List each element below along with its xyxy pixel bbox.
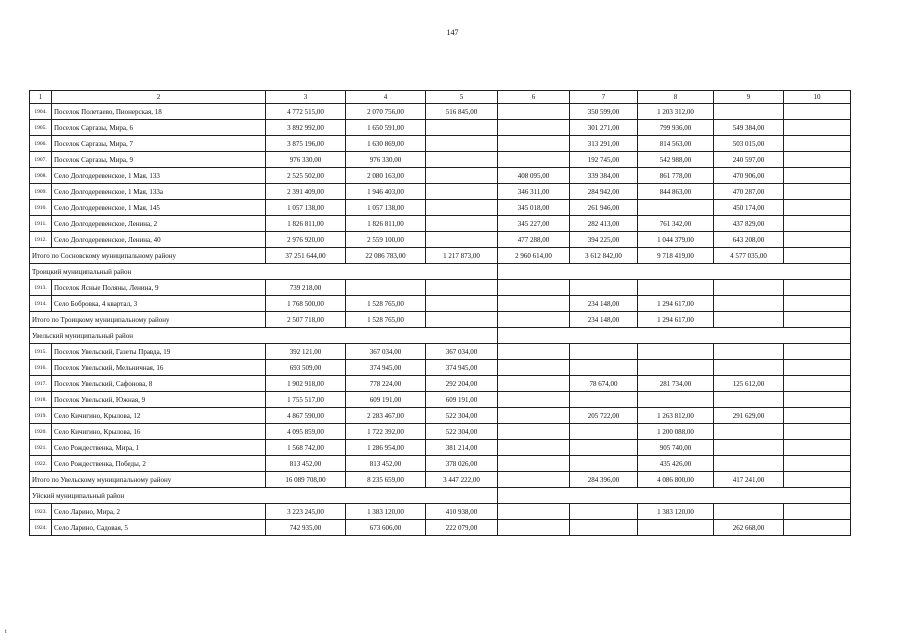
value-cell xyxy=(570,504,638,520)
total-value-cell xyxy=(498,472,570,488)
value-cell: 292 204,00 xyxy=(426,376,498,392)
total-value-cell xyxy=(426,312,498,328)
value-cell: 192 745,00 xyxy=(570,152,638,168)
value-cell: 410 938,00 xyxy=(426,504,498,520)
value-cell: 693 509,00 xyxy=(266,360,346,376)
total-value-cell: 2 960 614,00 xyxy=(498,248,570,264)
value-cell: 477 288,00 xyxy=(498,232,570,248)
section-title: Увельский муниципальный район xyxy=(30,328,498,344)
value-cell: 905 740,00 xyxy=(638,440,714,456)
value-cell xyxy=(784,392,851,408)
value-cell: 2 391 409,00 xyxy=(266,184,346,200)
value-cell: 1 630 869,00 xyxy=(346,136,426,152)
value-cell: 2 080 163,00 xyxy=(346,168,426,184)
value-cell xyxy=(498,504,570,520)
value-cell: 281 734,00 xyxy=(638,376,714,392)
value-cell xyxy=(498,152,570,168)
value-cell xyxy=(426,216,498,232)
row-number: 1913. xyxy=(30,280,52,296)
value-cell: 367 034,00 xyxy=(426,344,498,360)
value-cell: 976 330,00 xyxy=(266,152,346,168)
table-row xyxy=(30,520,851,536)
value-cell xyxy=(570,440,638,456)
value-cell: 470 287,00 xyxy=(714,184,784,200)
total-value-cell: 2 507 718,00 xyxy=(266,312,346,328)
table-row xyxy=(30,280,851,296)
value-cell xyxy=(426,200,498,216)
value-cell: 313 291,00 xyxy=(570,136,638,152)
value-cell: 437 829,00 xyxy=(714,216,784,232)
address-cell: Село Кичигино, Крылова, 16 xyxy=(52,424,266,440)
row-number: 1906. xyxy=(30,136,52,152)
value-cell xyxy=(498,440,570,456)
total-value-cell: 4 086 800,00 xyxy=(638,472,714,488)
value-cell xyxy=(714,280,784,296)
table-row xyxy=(30,200,851,216)
value-cell xyxy=(784,184,851,200)
row-number: 1916. xyxy=(30,360,52,376)
value-cell xyxy=(714,344,784,360)
value-cell: 761 342,00 xyxy=(638,216,714,232)
address-cell: Поселок Увельский, Сафонова, 8 xyxy=(52,376,266,392)
column-header: 5 xyxy=(426,91,498,104)
value-cell: 1 946 403,00 xyxy=(346,184,426,200)
value-cell xyxy=(426,152,498,168)
value-cell xyxy=(638,280,714,296)
total-value-cell: 417 241,00 xyxy=(714,472,784,488)
value-cell xyxy=(784,360,851,376)
value-cell: 522 304,00 xyxy=(426,424,498,440)
value-cell xyxy=(638,200,714,216)
value-cell xyxy=(784,424,851,440)
value-cell xyxy=(426,280,498,296)
value-cell xyxy=(638,344,714,360)
table-row xyxy=(30,136,851,152)
address-cell: Село Бобровка, 4 квартал, 3 xyxy=(52,296,266,312)
table-row xyxy=(30,440,851,456)
value-cell xyxy=(784,504,851,520)
value-cell xyxy=(638,360,714,376)
value-cell xyxy=(426,168,498,184)
total-value-cell xyxy=(784,312,851,328)
value-cell: 2 525 502,00 xyxy=(266,168,346,184)
value-cell xyxy=(784,152,851,168)
value-cell xyxy=(426,136,498,152)
value-cell: 1 755 517,00 xyxy=(266,392,346,408)
value-cell: 1 044 379,00 xyxy=(638,232,714,248)
value-cell xyxy=(784,104,851,120)
value-cell: 976 330,00 xyxy=(346,152,426,168)
column-header: 8 xyxy=(638,91,714,104)
section-empty-cell xyxy=(498,488,851,504)
value-cell: 346 311,00 xyxy=(498,184,570,200)
total-value-cell xyxy=(784,472,851,488)
value-cell: 1 826 811,00 xyxy=(266,216,346,232)
value-cell: 4 095 859,00 xyxy=(266,424,346,440)
address-cell: Село Долгодеревенское, Ленина, 2 xyxy=(52,216,266,232)
table-row xyxy=(30,232,851,248)
value-cell: 1 203 312,00 xyxy=(638,104,714,120)
value-cell xyxy=(714,424,784,440)
value-cell: 381 214,00 xyxy=(426,440,498,456)
value-cell: 378 026,00 xyxy=(426,456,498,472)
total-value-cell: 8 235 659,00 xyxy=(346,472,426,488)
column-header: 2 xyxy=(52,91,266,104)
section-header-row xyxy=(30,264,851,280)
total-label: Итого по Троицкому муниципальному району xyxy=(30,312,266,328)
value-cell xyxy=(570,456,638,472)
value-cell: 813 452,00 xyxy=(346,456,426,472)
value-cell xyxy=(498,424,570,440)
value-cell xyxy=(498,520,570,536)
address-cell: Село Долгодеревенское, 1 Мая, 133 xyxy=(52,168,266,184)
table-row xyxy=(30,152,851,168)
total-row xyxy=(30,248,851,264)
value-cell xyxy=(570,424,638,440)
total-value-cell xyxy=(784,248,851,264)
row-number: 1924. xyxy=(30,520,52,536)
value-cell xyxy=(498,136,570,152)
value-cell xyxy=(498,392,570,408)
value-cell: 470 906,00 xyxy=(714,168,784,184)
value-cell: 345 018,00 xyxy=(498,200,570,216)
value-cell xyxy=(784,456,851,472)
value-cell: 240 597,00 xyxy=(714,152,784,168)
value-cell xyxy=(570,360,638,376)
total-label: Итого по Сосновскому муниципальному району xyxy=(30,248,266,264)
table-row xyxy=(30,120,851,136)
value-cell xyxy=(498,360,570,376)
value-cell: 262 668,00 xyxy=(714,520,784,536)
table-row xyxy=(30,504,851,520)
value-cell xyxy=(426,232,498,248)
value-cell: 350 599,00 xyxy=(570,104,638,120)
value-cell: 1 528 765,00 xyxy=(346,296,426,312)
table-row xyxy=(30,216,851,232)
section-empty-cell xyxy=(498,264,851,280)
table-row xyxy=(30,456,851,472)
row-number: 1904. xyxy=(30,104,52,120)
value-cell xyxy=(426,184,498,200)
column-header: 1 xyxy=(30,91,52,104)
value-cell xyxy=(638,392,714,408)
value-cell: 392 121,00 xyxy=(266,344,346,360)
row-number: 1921. xyxy=(30,440,52,456)
table-row xyxy=(30,344,851,360)
total-value-cell: 284 396,00 xyxy=(570,472,638,488)
total-value-cell: 234 148,00 xyxy=(570,312,638,328)
section-header-row xyxy=(30,328,851,344)
value-cell xyxy=(784,216,851,232)
value-cell: 609 191,00 xyxy=(346,392,426,408)
value-cell: 234 148,00 xyxy=(570,296,638,312)
total-value-cell: 3 447 222,00 xyxy=(426,472,498,488)
row-number: 1908. xyxy=(30,168,52,184)
table-row xyxy=(30,168,851,184)
value-cell xyxy=(784,344,851,360)
address-cell: Поселок Увельский, Южная, 9 xyxy=(52,392,266,408)
total-label: Итого по Увельскому муниципальному району xyxy=(30,472,266,488)
value-cell xyxy=(498,104,570,120)
value-cell xyxy=(784,120,851,136)
address-cell: Поселок Саргазы, Мира, 6 xyxy=(52,120,266,136)
value-cell: 125 612,00 xyxy=(714,376,784,392)
total-value-cell: 1 528 765,00 xyxy=(346,312,426,328)
value-cell: 609 191,00 xyxy=(426,392,498,408)
header-row xyxy=(30,91,851,104)
column-header: 6 xyxy=(498,91,570,104)
value-cell: 1 057 138,00 xyxy=(266,200,346,216)
value-cell: 813 452,00 xyxy=(266,456,346,472)
value-cell xyxy=(498,296,570,312)
value-cell xyxy=(784,200,851,216)
value-cell: 2 559 100,00 xyxy=(346,232,426,248)
value-cell xyxy=(784,408,851,424)
column-header: 7 xyxy=(570,91,638,104)
total-value-cell xyxy=(714,312,784,328)
address-cell: Поселок Полетаево, Пионерская, 18 xyxy=(52,104,266,120)
value-cell: 282 413,00 xyxy=(570,216,638,232)
table-row xyxy=(30,424,851,440)
total-value-cell: 1 217 873,00 xyxy=(426,248,498,264)
row-number: 1914. xyxy=(30,296,52,312)
value-cell: 394 225,00 xyxy=(570,232,638,248)
value-cell: 1 383 120,00 xyxy=(346,504,426,520)
column-header: 3 xyxy=(266,91,346,104)
value-cell: 374 945,00 xyxy=(426,360,498,376)
row-number: 1911. xyxy=(30,216,52,232)
total-row xyxy=(30,312,851,328)
value-cell xyxy=(426,120,498,136)
column-header: 4 xyxy=(346,91,426,104)
address-cell: Село Долгодеревенское, 1 Мая, 145 xyxy=(52,200,266,216)
value-cell: 1 286 954,00 xyxy=(346,440,426,456)
section-title: Троицкий муниципальный район xyxy=(30,264,498,280)
value-cell: 516 845,00 xyxy=(426,104,498,120)
value-cell: 291 629,00 xyxy=(714,408,784,424)
value-cell xyxy=(498,344,570,360)
value-cell: 799 936,00 xyxy=(638,120,714,136)
value-cell xyxy=(498,280,570,296)
value-cell xyxy=(714,440,784,456)
value-cell: 301 271,00 xyxy=(570,120,638,136)
address-cell: Село Рождественка, Победы, 2 xyxy=(52,456,266,472)
value-cell xyxy=(784,520,851,536)
row-number: 1922. xyxy=(30,456,52,472)
value-cell xyxy=(784,168,851,184)
value-cell: 1 722 392,00 xyxy=(346,424,426,440)
value-cell xyxy=(784,136,851,152)
address-cell: Село Ларино, Мира, 2 xyxy=(52,504,266,520)
total-value-cell: 1 294 617,00 xyxy=(638,312,714,328)
total-value-cell: 3 612 842,00 xyxy=(570,248,638,264)
value-cell xyxy=(714,296,784,312)
value-cell: 408 095,00 xyxy=(498,168,570,184)
value-cell: 222 079,00 xyxy=(426,520,498,536)
value-cell xyxy=(784,296,851,312)
value-cell: 1 383 120,00 xyxy=(638,504,714,520)
value-cell: 1 902 918,00 xyxy=(266,376,346,392)
value-cell: 739 218,00 xyxy=(266,280,346,296)
table-row xyxy=(30,408,851,424)
table-row xyxy=(30,376,851,392)
value-cell: 261 946,00 xyxy=(570,200,638,216)
value-cell: 450 174,00 xyxy=(714,200,784,216)
address-cell: Село Долгодеревенское, Ленина, 40 xyxy=(52,232,266,248)
row-number: 1923. xyxy=(30,504,52,520)
value-cell xyxy=(346,280,426,296)
section-title: Уйский муниципальный район xyxy=(30,488,498,504)
address-cell: Поселок Увельский, Мельничная, 16 xyxy=(52,360,266,376)
value-cell: 1 768 500,00 xyxy=(266,296,346,312)
address-cell: Поселок Саргазы, Мира, 9 xyxy=(52,152,266,168)
row-number: 1920. xyxy=(30,424,52,440)
value-cell: 2 070 756,00 xyxy=(346,104,426,120)
value-cell: 1 057 138,00 xyxy=(346,200,426,216)
address-cell: Село Рождественка, Мира, 1 xyxy=(52,440,266,456)
value-cell xyxy=(714,104,784,120)
value-cell: 522 304,00 xyxy=(426,408,498,424)
value-cell: 435 426,00 xyxy=(638,456,714,472)
table-row xyxy=(30,104,851,120)
page-number: 147 xyxy=(446,28,459,37)
value-cell xyxy=(784,232,851,248)
value-cell: 3 875 196,00 xyxy=(266,136,346,152)
value-cell: 814 563,00 xyxy=(638,136,714,152)
value-cell xyxy=(714,504,784,520)
address-cell: Поселок Саргазы, Мира, 7 xyxy=(52,136,266,152)
value-cell: 643 208,00 xyxy=(714,232,784,248)
address-cell: Село Долгодеревенское, 1 Мая, 133а xyxy=(52,184,266,200)
column-header: 9 xyxy=(714,91,784,104)
value-cell: 542 988,00 xyxy=(638,152,714,168)
total-value-cell: 4 577 035,00 xyxy=(714,248,784,264)
address-cell: Село Кичигино, Крылова, 12 xyxy=(52,408,266,424)
row-number: 1907. xyxy=(30,152,52,168)
value-cell: 4 772 515,00 xyxy=(266,104,346,120)
value-cell xyxy=(714,456,784,472)
row-number: 1918. xyxy=(30,392,52,408)
value-cell xyxy=(784,280,851,296)
value-cell xyxy=(784,376,851,392)
value-cell: 2 976 920,00 xyxy=(266,232,346,248)
row-number: 1912. xyxy=(30,232,52,248)
value-cell: 1 263 812,00 xyxy=(638,408,714,424)
value-cell xyxy=(638,520,714,536)
table-row xyxy=(30,392,851,408)
section-empty-cell xyxy=(498,328,851,344)
total-value-cell: 37 251 644,00 xyxy=(266,248,346,264)
row-number: 1915. xyxy=(30,344,52,360)
value-cell: 778 224,00 xyxy=(346,376,426,392)
value-cell: 1 568 742,00 xyxy=(266,440,346,456)
section-header-row xyxy=(30,488,851,504)
value-cell: 1 826 811,00 xyxy=(346,216,426,232)
value-cell: 1 294 617,00 xyxy=(638,296,714,312)
data-table xyxy=(29,90,851,536)
value-cell xyxy=(498,120,570,136)
stray-mark: t xyxy=(5,629,7,635)
value-cell: 503 015,00 xyxy=(714,136,784,152)
address-cell: Поселок Увельский, Газеты Правда, 19 xyxy=(52,344,266,360)
value-cell xyxy=(498,376,570,392)
value-cell xyxy=(498,456,570,472)
total-value-cell: 16 089 708,00 xyxy=(266,472,346,488)
value-cell xyxy=(570,344,638,360)
total-row xyxy=(30,472,851,488)
value-cell xyxy=(570,280,638,296)
value-cell: 205 722,00 xyxy=(570,408,638,424)
value-cell: 844 863,00 xyxy=(638,184,714,200)
value-cell: 673 606,00 xyxy=(346,520,426,536)
value-cell: 345 227,00 xyxy=(498,216,570,232)
address-cell: Поселок Ясные Поляны, Ленина, 9 xyxy=(52,280,266,296)
value-cell xyxy=(714,392,784,408)
value-cell: 374 945,00 xyxy=(346,360,426,376)
value-cell xyxy=(714,360,784,376)
row-number: 1909. xyxy=(30,184,52,200)
table-row xyxy=(30,360,851,376)
value-cell: 339 384,00 xyxy=(570,168,638,184)
row-number: 1910. xyxy=(30,200,52,216)
total-value-cell xyxy=(498,312,570,328)
value-cell: 3 892 992,00 xyxy=(266,120,346,136)
row-number: 1905. xyxy=(30,120,52,136)
value-cell: 861 778,00 xyxy=(638,168,714,184)
value-cell: 1 200 088,00 xyxy=(638,424,714,440)
value-cell: 1 650 591,00 xyxy=(346,120,426,136)
address-cell: Село Ларино, Садовая, 5 xyxy=(52,520,266,536)
row-number: 1917. xyxy=(30,376,52,392)
value-cell xyxy=(570,392,638,408)
table-row xyxy=(30,296,851,312)
table-row xyxy=(30,184,851,200)
total-value-cell: 9 718 419,00 xyxy=(638,248,714,264)
value-cell: 3 223 245,00 xyxy=(266,504,346,520)
value-cell: 549 384,00 xyxy=(714,120,784,136)
value-cell: 367 034,00 xyxy=(346,344,426,360)
value-cell xyxy=(498,408,570,424)
value-cell: 2 283 467,00 xyxy=(346,408,426,424)
value-cell: 78 674,00 xyxy=(570,376,638,392)
value-cell xyxy=(570,520,638,536)
column-header: 10 xyxy=(784,91,851,104)
row-number: 1919. xyxy=(30,408,52,424)
value-cell: 284 942,00 xyxy=(570,184,638,200)
value-cell xyxy=(426,296,498,312)
value-cell xyxy=(784,440,851,456)
value-cell: 742 935,00 xyxy=(266,520,346,536)
value-cell: 4 867 590,00 xyxy=(266,408,346,424)
total-value-cell: 22 086 783,00 xyxy=(346,248,426,264)
